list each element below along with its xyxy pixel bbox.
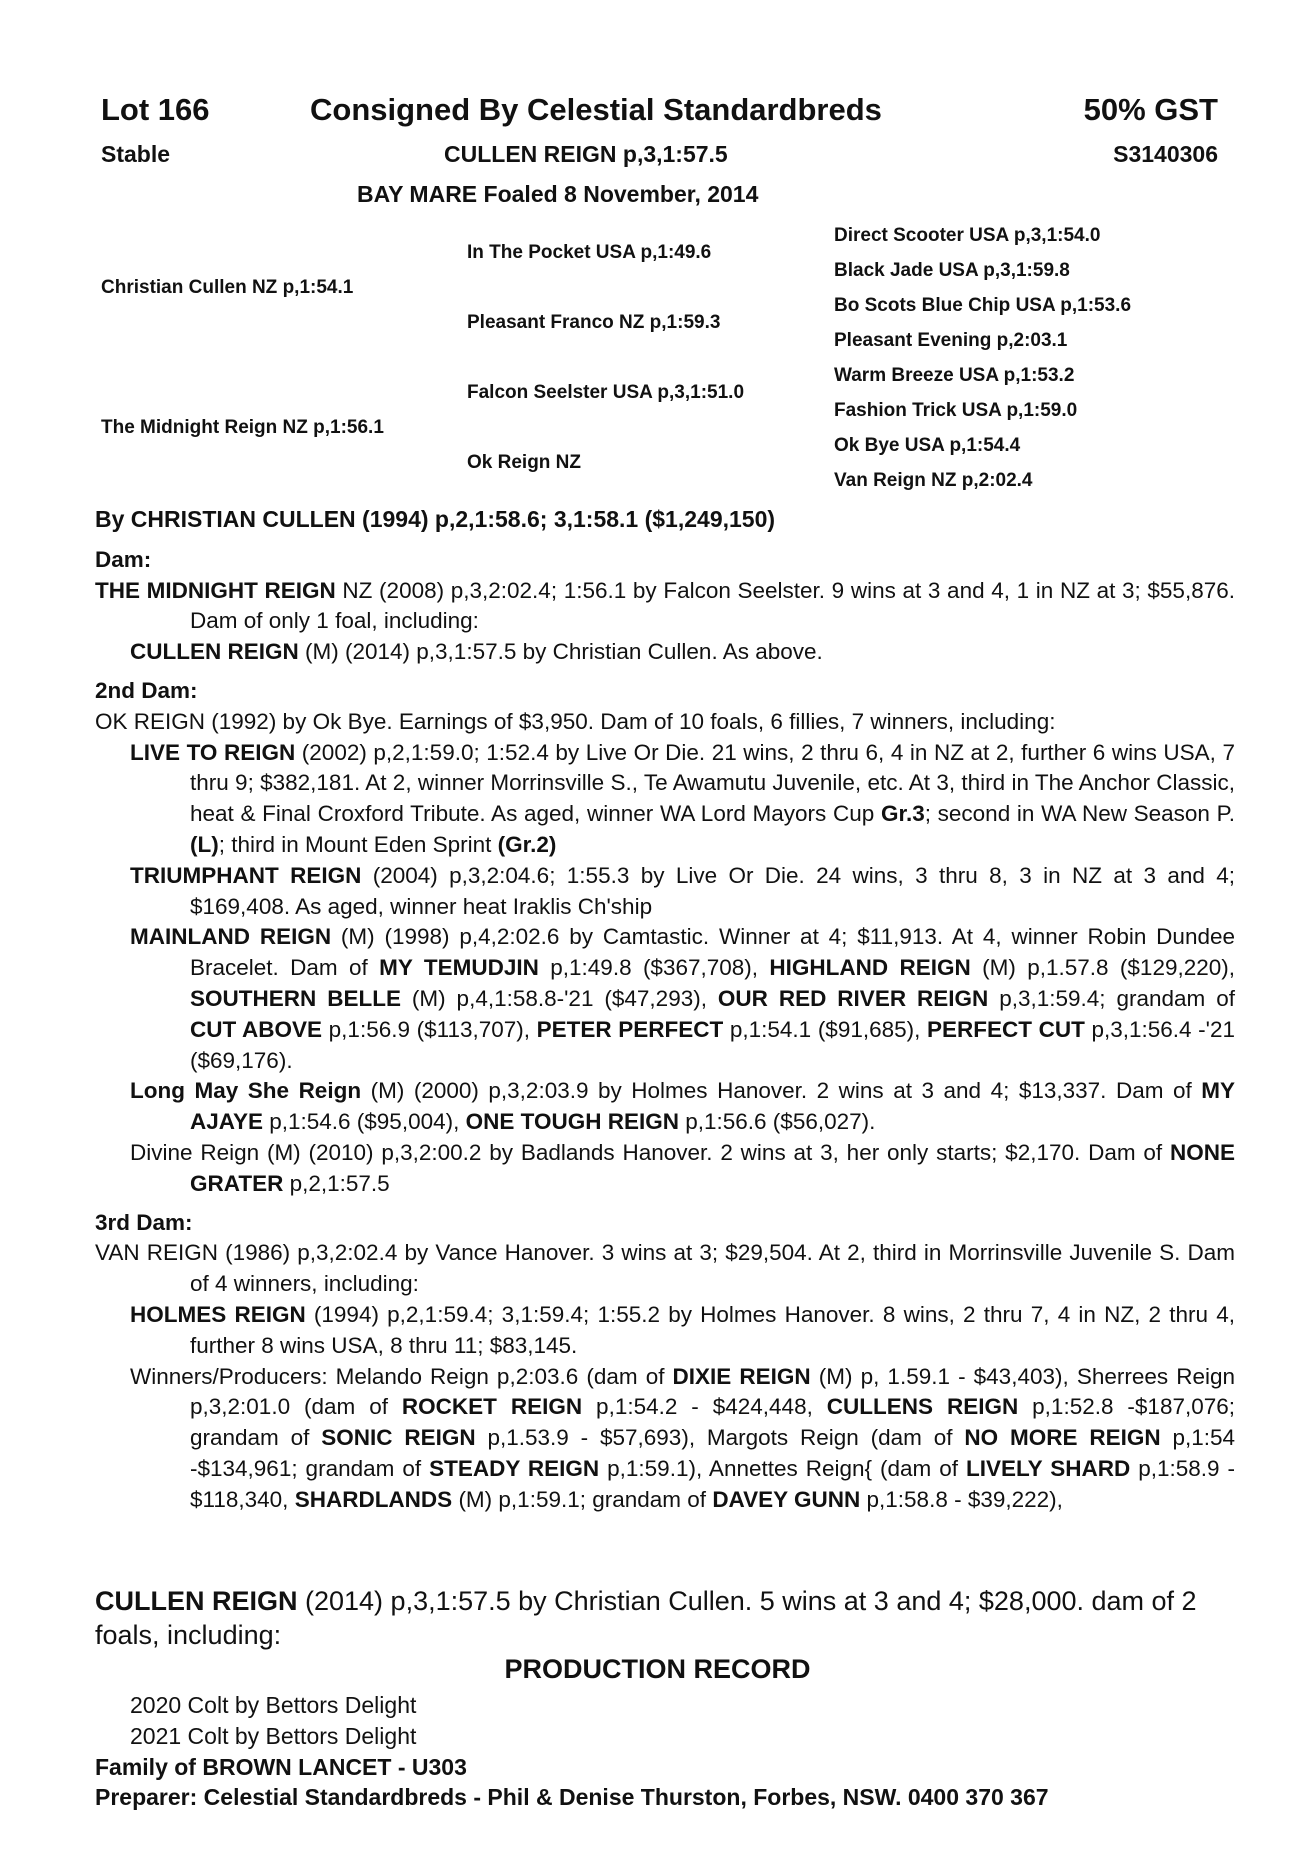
bold-run: SONIC REIGN <box>321 1425 476 1451</box>
pedigree-dam: The Midnight Reign NZ p,1:56.1 <box>101 417 384 438</box>
text-run: (1994) p,2,1:59.4; 3,1:59.4; 1:55.2 by Holmes Hanover. 8 wins, 2 thru 7, 4 in NZ, 2 thru 4, further 8 wins USA, 8 thru 11; $83,145. <box>190 1301 1235 1358</box>
pedigree-gen3: Black Jade USA p,3,1:59.8 <box>834 260 1070 281</box>
produce-entry <box>95 1076 1235 1138</box>
text-run: p,1:54.6 ($95,004), <box>262 1109 466 1135</box>
pedigree-gen3: Pleasant Evening p,2:03.1 <box>834 330 1068 351</box>
text-run: p,1:54 -$134,961; grandam of <box>190 1425 1235 1481</box>
horse-code: S3140306 <box>1113 141 1218 167</box>
text-run: NZ (2008) p,3,2:02.4; 1:56.1 by Falcon Seelster. 9 wins at 3 and 4, 1 in NZ at 3; $55,876. Dam of only 1 foal, including: <box>190 577 1235 634</box>
horse-name: CULLEN REIGN p,3,1:57.5 <box>444 141 728 167</box>
bold-run: CUT ABOVE <box>190 1016 323 1042</box>
bold-run: SOUTHERN BELLE <box>190 985 401 1011</box>
sire-line: By CHRISTIAN CULLEN (1994) p,2,1:58.6; 3,1:58.1 ($1,249,150) <box>95 506 776 532</box>
text-run: ; second in WA New Season P. <box>924 801 1235 827</box>
text-run: VAN REIGN (1986) p,3,2:02.4 by Vance Hanover. 3 wins at 3; $29,504. At 2, third in Morrinsville Juvenile S. Dam of 4 winners, including: <box>95 1240 1235 1297</box>
text-run: Winners/Producers: Melando Reign p,2:03.6 (dam of <box>130 1363 673 1389</box>
pedigree-gen2: Falcon Seelster USA p,3,1:51.0 <box>467 382 745 403</box>
produce-entry <box>95 861 1235 923</box>
text-run: (2004) p,3,2:04.6; 1:55.3 by Live Or Die. 24 wins, 3 thru 8, 3 in NZ at 3 and 4; $169,408. As aged, winner heat Iraklis Ch'ship <box>190 862 1235 919</box>
catalogue-body <box>95 504 1235 1516</box>
produce-entry <box>95 922 1235 1076</box>
bold-run: MY AJAYE <box>190 1078 1236 1135</box>
pedigree-gen3: Fashion Trick USA p,1:59.0 <box>834 400 1078 421</box>
text-run: (M) p,4,1:58.8-'21 ($47,293), <box>400 985 718 1011</box>
bold-run: THE MIDNIGHT REIGN <box>95 577 336 603</box>
text-run: p,1:59.1), Annettes Reign{ (dam of <box>599 1455 966 1481</box>
produce-entry <box>95 738 1235 861</box>
lot-number: Lot 166 <box>101 92 210 127</box>
stable-label: Stable <box>101 141 171 167</box>
bold-run: DIXIE REIGN <box>672 1363 811 1389</box>
bold-run: LIVELY SHARD <box>965 1455 1131 1481</box>
bold-run: MAINLAND REIGN <box>130 924 332 950</box>
produce-entry <box>95 1138 1235 1200</box>
text-run: p,1:54.1 ($91,685), <box>723 1016 927 1042</box>
text-run: p,1.53.9 - $57,693), Margots Reign (dam of <box>475 1425 965 1451</box>
bold-run: Gr.3 <box>880 801 925 827</box>
bold-run: CULLEN REIGN <box>130 639 299 665</box>
third-dam-heading: 3rd Dam: <box>95 1209 193 1235</box>
pedigree-gen3: Ok Bye USA p,1:54.4 <box>834 435 1021 456</box>
production-item: 2021 Colt by Bettors Delight <box>130 1722 417 1749</box>
text-run: (M) (2014) p,3,1:57.5 by Christian Cullen. As above. <box>298 639 823 665</box>
text-run: (2002) p,2,1:59.0; 1:52.4 by Live Or Die. 21 wins, 2 thru 6, 4 in NZ at 2, further 6 wins USA, 7 thru 9; $382,181. At 2, winner Morrinsville S., Te Awamutu Juvenile, etc. At 3, third in The Anchor Classic, heat & Final Croxford Tribute. As aged, winner WA Lord Mayors Cup <box>190 739 1235 827</box>
summary-text <box>95 1584 1235 1652</box>
text-run: ; third in Mount Eden Sprint <box>218 831 498 857</box>
foaled-line: BAY MARE Foaled 8 November, 2014 <box>357 181 759 207</box>
bold-run: (L) <box>190 831 219 857</box>
text-run: p,1:58.8 - $39,222), <box>860 1486 1063 1512</box>
pedigree-sire: Christian Cullen NZ p,1:54.1 <box>101 277 354 298</box>
winners-producers-entry <box>95 1362 1235 1516</box>
bold-run: NONE GRATER <box>190 1139 1235 1196</box>
pedigree-gen3: Direct Scooter USA p,3,1:54.0 <box>834 225 1101 246</box>
bold-run: STEADY REIGN <box>429 1455 600 1481</box>
bold-run: CULLEN REIGN <box>95 1586 298 1616</box>
bold-run: LIVE TO REIGN <box>130 739 296 765</box>
bold-run: DAVEY GUNN <box>712 1486 861 1512</box>
text-run: (2014) p,3,1:57.5 by Christian Cullen. 5 wins at 3 and 4; $28,000. dam of 2 foals, including: <box>95 1586 1197 1650</box>
bold-run: MY TEMUDJIN <box>379 955 539 981</box>
pedigree-gen3: Van Reign NZ p,2:02.4 <box>834 470 1033 491</box>
pedigree-gen2: Pleasant Franco NZ p,1:59.3 <box>467 312 721 333</box>
second-dam-entry <box>95 707 1235 738</box>
text-run: OK REIGN (1992) by Ok Bye. Earnings of $3,950. Dam of 10 foals, 6 fillies, 7 winners, including: <box>95 708 1056 734</box>
bold-run: PERFECT CUT <box>927 1016 1085 1042</box>
bold-run: HIGHLAND REIGN <box>769 955 971 981</box>
bold-run: NO MORE REIGN <box>964 1425 1161 1451</box>
third-dam-entry <box>95 1238 1235 1300</box>
gst-label: 50% GST <box>1083 92 1218 127</box>
consignor-title: Consigned By Celestial Standardbreds <box>310 92 882 127</box>
dam-entry <box>95 576 1235 638</box>
text-run: p,1:56.9 ($113,707), <box>322 1016 537 1042</box>
bold-run: ROCKET REIGN <box>401 1394 583 1420</box>
production-heading: PRODUCTION RECORD <box>504 1654 811 1684</box>
bold-run: HOLMES REIGN <box>130 1301 306 1327</box>
text-run: p,3,1:56.4 -'21 ($69,176). <box>190 1016 1236 1073</box>
bold-run: OUR RED RIVER REIGN <box>717 985 989 1011</box>
family-line: Family of BROWN LANCET - U303 <box>95 1753 467 1780</box>
text-run: p,1:52.8 -$187,076; grandam of <box>190 1394 1236 1451</box>
text-run: p,1:56.6 ($56,027). <box>678 1109 876 1135</box>
pedigree-gen3: Bo Scots Blue Chip USA p,1:53.6 <box>834 295 1132 316</box>
footer-block <box>95 1690 1049 1813</box>
text-run: p,1:49.8 ($367,708), <box>538 955 770 981</box>
pedigree-gen2: Ok Reign NZ <box>467 452 582 473</box>
text-run: (M) p,1.57.8 ($129,220), <box>970 955 1236 981</box>
dam-heading: Dam: <box>95 546 152 572</box>
second-dam-heading: 2nd Dam: <box>95 677 198 703</box>
produce-entry <box>95 1300 1235 1362</box>
bold-run: CULLENS REIGN <box>826 1394 1019 1420</box>
produce-entry <box>95 637 1235 668</box>
bold-run: (Gr.2) <box>497 831 557 857</box>
text-run: (M) (2000) p,3,2:03.9 by Holmes Hanover. 2 wins at 3 and 4; $13,337. Dam of <box>361 1078 1202 1104</box>
bold-run: TRIUMPHANT REIGN <box>130 862 362 888</box>
bold-run: ONE TOUGH REIGN <box>465 1109 679 1135</box>
text-run: p,3,1:59.4; grandam of <box>988 985 1236 1011</box>
text-run: (M) p, 1.59.1 - $43,403), Sherrees Reign p,3,2:01.0 (dam of <box>190 1363 1235 1420</box>
text-run: (M) (1998) p,4,2:02.6 by Camtastic. Winner at 4; $11,913. At 4, winner Robin Dundee Bracelet. Dam of <box>190 924 1235 981</box>
summary-block <box>95 1584 1235 1652</box>
text-run: p,1:54.2 - $424,448, <box>582 1394 827 1420</box>
production-item: 2020 Colt by Bettors Delight <box>130 1692 417 1718</box>
text-run: p,2,1:57.5 <box>283 1170 390 1196</box>
pedigree-gen2: In The Pocket USA p,1:49.6 <box>467 242 712 263</box>
text-run: (M) p,1:59.1; grandam of <box>452 1486 713 1512</box>
text-run: p,1:58.9 - $118,340, <box>190 1455 1235 1512</box>
text-run: Divine Reign (M) (2010) p,3,2:00.2 by Badlands Hanover. 2 wins at 3, her only starts; $2,170. Dam of <box>130 1139 1170 1165</box>
pedigree-gen3: Warm Breeze USA p,1:53.2 <box>834 365 1075 386</box>
bold-run: PETER PERFECT <box>536 1016 724 1042</box>
preparer-line: Preparer: Celestial Standardbreds - Phil & Denise Thurston, Forbes, NSW. 0400 370 367 <box>95 1784 1049 1811</box>
bold-run: SHARDLANDS <box>294 1486 453 1512</box>
bold-run: Long May She Reign <box>130 1078 362 1104</box>
